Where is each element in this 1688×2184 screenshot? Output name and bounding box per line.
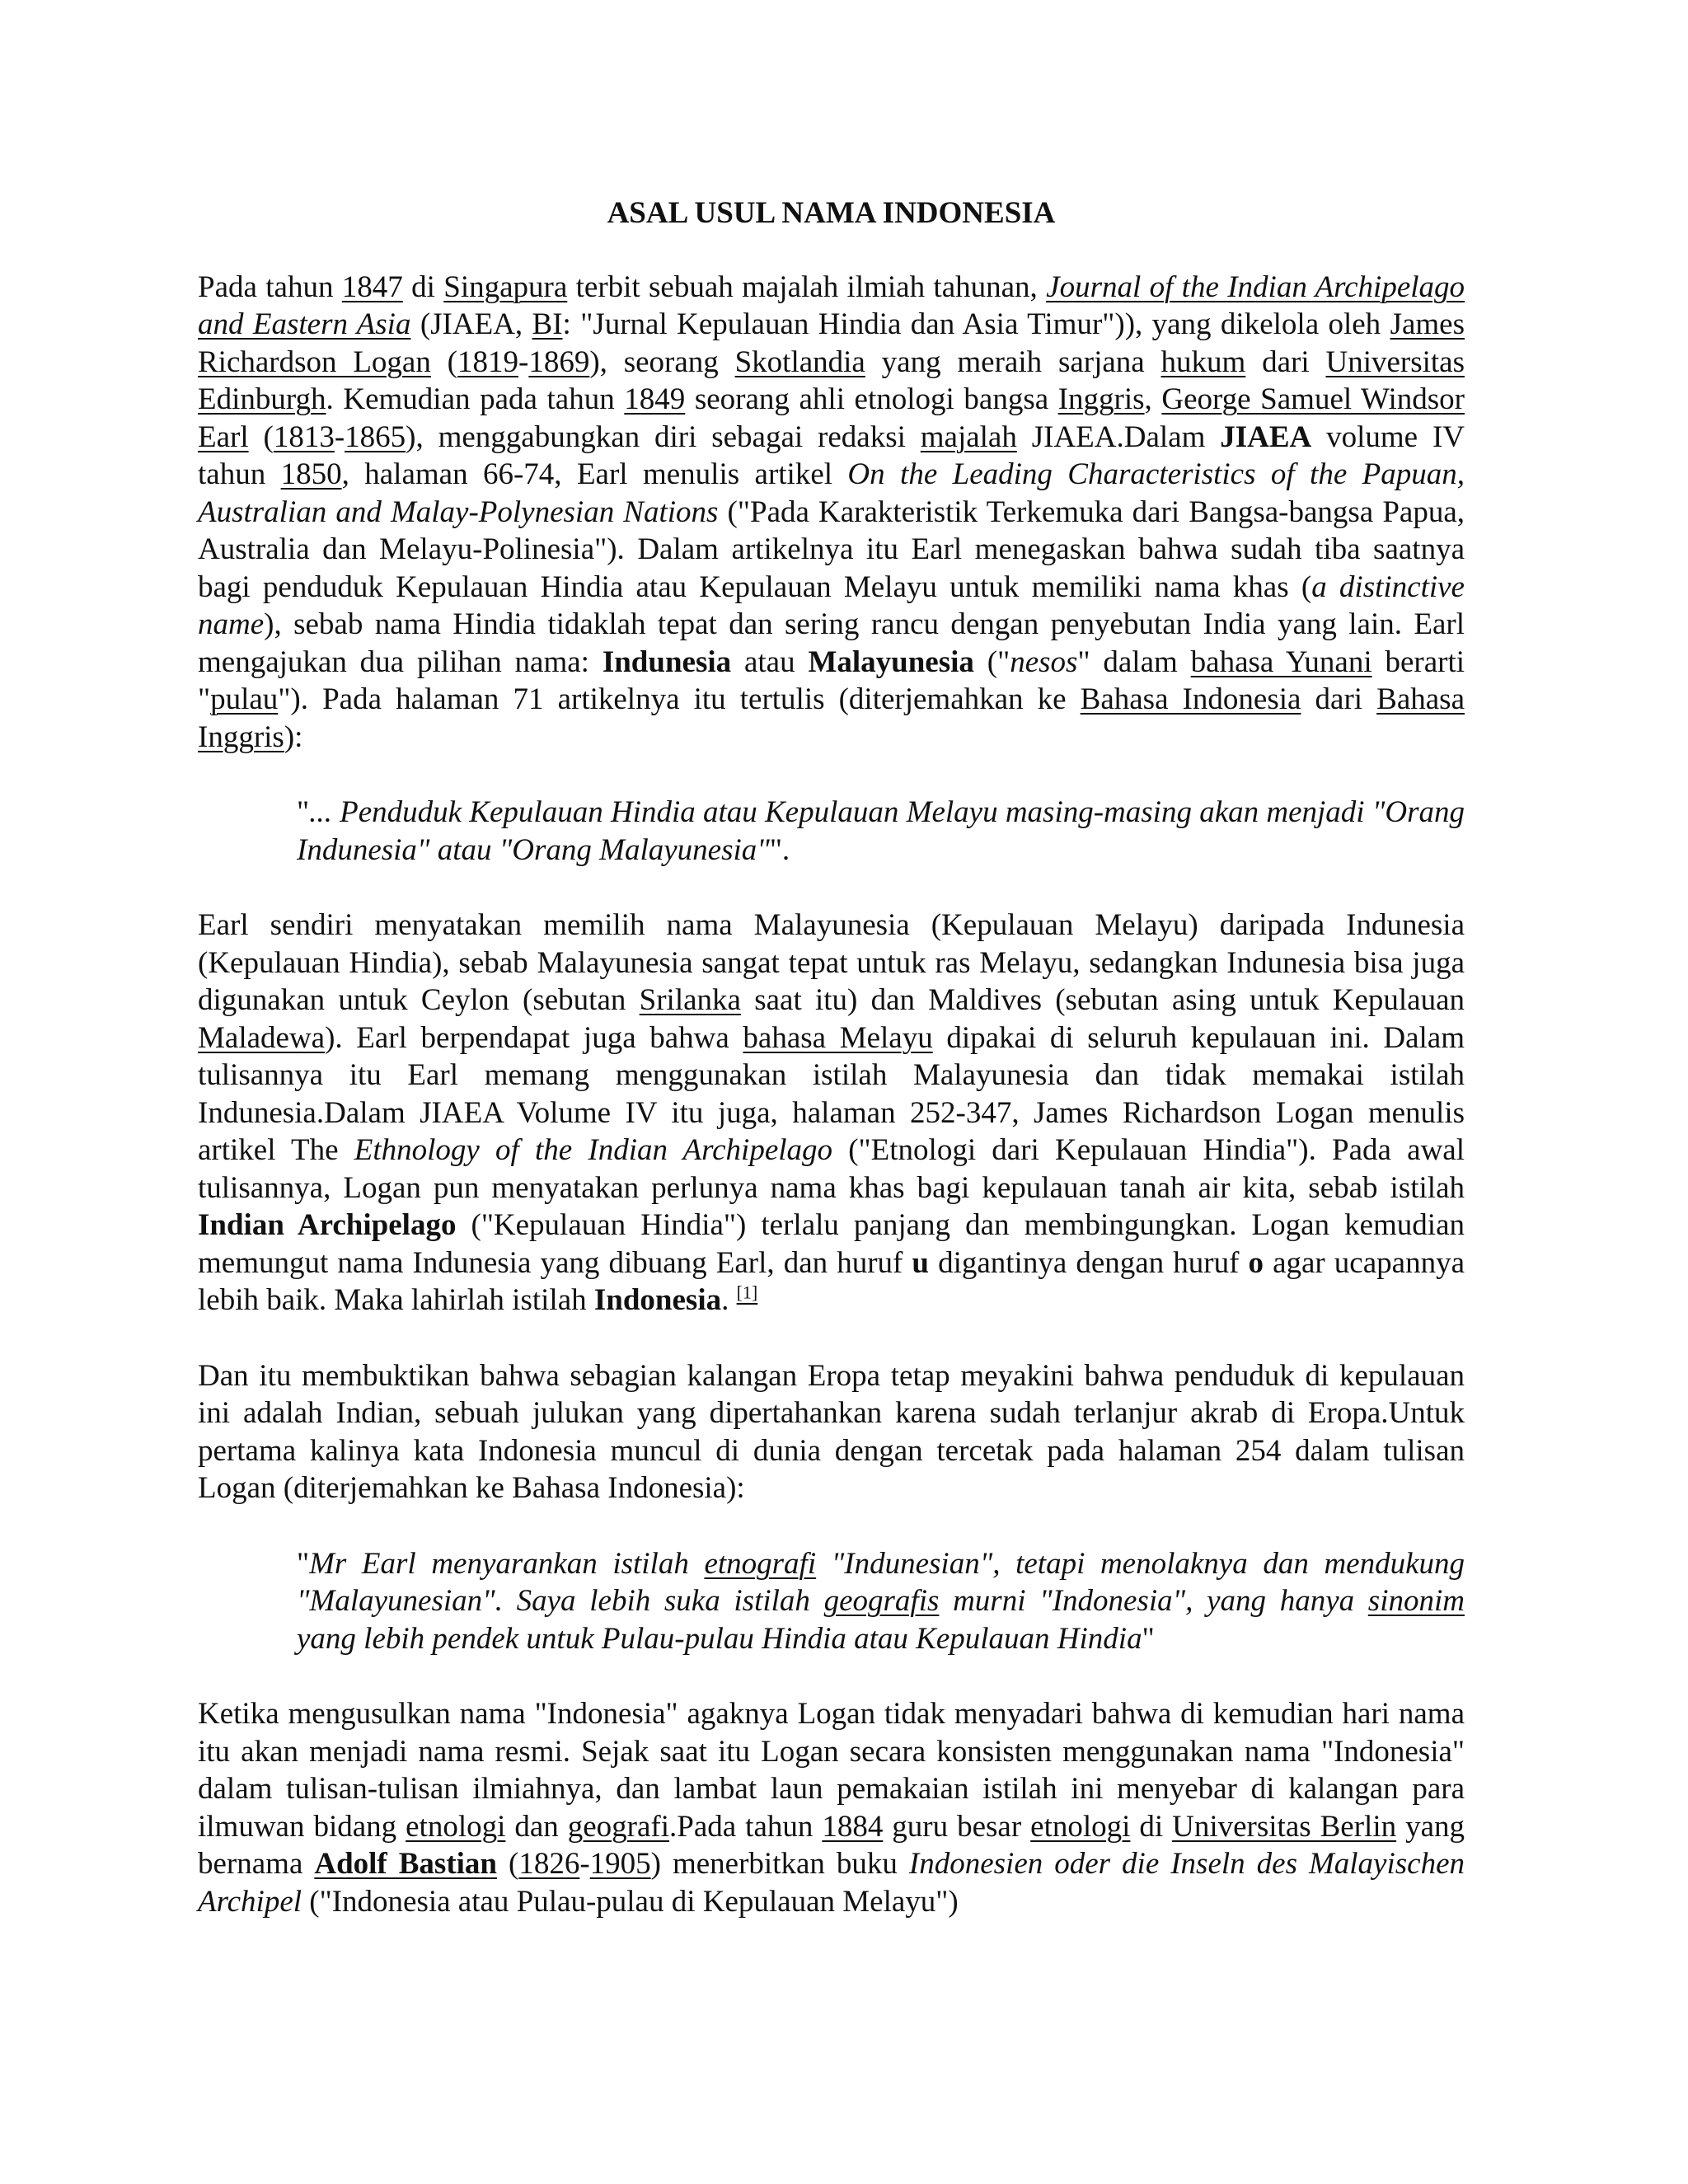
link-george-earl[interactable]: George Samuel Windsor Earl bbox=[198, 382, 1465, 454]
link-inggris[interactable]: Inggris bbox=[1057, 382, 1145, 416]
spacer bbox=[198, 756, 1465, 794]
bold-indunesia: Indunesia bbox=[602, 644, 732, 679]
link-1847[interactable]: 1847 bbox=[341, 269, 403, 304]
text: (JIAEA, bbox=[410, 307, 532, 341]
link-hukum[interactable]: hukum bbox=[1160, 344, 1246, 379]
bold-indian-archipelago: Indian Archipelago bbox=[198, 1208, 457, 1242]
text: Pada tahun bbox=[198, 269, 342, 304]
text: , halaman 66-74, Earl menulis artikel bbox=[341, 457, 848, 491]
link-bahasa-yunani[interactable]: bahasa Yunani bbox=[1190, 644, 1372, 679]
page-title: ASAL USUL NAMA INDONESIA bbox=[607, 196, 1056, 230]
text: " dalam bbox=[1077, 644, 1191, 679]
blockquote-2 bbox=[297, 1545, 1465, 1658]
bold-u: u bbox=[912, 1245, 929, 1280]
link-bahasa-inggris[interactable]: Bahasa Inggris bbox=[198, 682, 1465, 754]
link-1813[interactable]: 1813 bbox=[273, 419, 335, 454]
quote-mark: " bbox=[297, 1546, 310, 1581]
text: ( bbox=[248, 419, 274, 454]
quote-text: "Indunesian", tetapi menolaknya dan mendukung "Malayunesian". Saya lebih suka istilah bbox=[297, 1546, 1465, 1618]
text: guru besar bbox=[883, 1809, 1031, 1844]
link-1865[interactable]: 1865 bbox=[345, 419, 406, 454]
link-etnologi[interactable]: etnologi bbox=[406, 1809, 506, 1844]
link-1884[interactable]: 1884 bbox=[822, 1809, 884, 1844]
text: ), seorang bbox=[589, 344, 735, 379]
text: yang bernama bbox=[198, 1809, 1465, 1881]
bold-o: o bbox=[1248, 1245, 1264, 1280]
link-bahasa-indonesia[interactable]: Bahasa Indonesia bbox=[1080, 682, 1301, 716]
link-bahasa-melayu[interactable]: bahasa Melayu bbox=[743, 1020, 933, 1055]
text: ( bbox=[497, 1847, 519, 1881]
italic-book-title: Indonesien oder die Inseln des Malayischen Archipel bbox=[198, 1847, 1465, 1919]
link-universitas-edinburgh[interactable]: Universitas Edinburgh bbox=[198, 344, 1465, 416]
text: ("Indonesia atau Pulau-pulau di Kepulauan Melayu") bbox=[302, 1884, 959, 1919]
bold-jiaea: JIAEA bbox=[1220, 419, 1312, 454]
text: Earl sendiri menyatakan memilih nama Malayunesia (Kepulauan Melayu) daripada Indunesia (Kepulauan Hindia), sebab Malayunesia sangat tepat untuk ras Melayu, sedangkan Indunesia bisa juga digunakan untuk Ceylon (sebutan bbox=[198, 908, 1465, 1017]
text: ). Earl berpendapat juga bahwa bbox=[325, 1020, 743, 1055]
text: digantinya dengan huruf bbox=[929, 1245, 1249, 1280]
bold-malayunesia: Malayunesia bbox=[808, 644, 974, 679]
text: di bbox=[402, 269, 444, 304]
text: ("Etnologi dari Kepulauan Hindia"). Pada awal tulisannya, Logan pun menyatakan perlunya nama khas bagi kepulauan tanah air kita, sebab istilah bbox=[198, 1133, 1465, 1205]
paragraph-4 bbox=[198, 1695, 1465, 1920]
text: .Pada tahun bbox=[669, 1809, 823, 1844]
link-geografis[interactable]: geografis bbox=[823, 1584, 940, 1618]
link-singapura[interactable]: Singapura bbox=[443, 269, 568, 304]
spacer bbox=[198, 1657, 1465, 1695]
link-bi[interactable]: BI bbox=[532, 307, 563, 341]
quote-text: Mr Earl menyarankan istilah bbox=[309, 1546, 705, 1581]
text: dari bbox=[1245, 344, 1326, 379]
link-etnologi-2[interactable]: etnologi bbox=[1030, 1809, 1131, 1844]
text: di bbox=[1130, 1809, 1173, 1844]
text: : "Jurnal Kepulauan Hindia dan Asia Timur")), yang dikelola oleh bbox=[562, 307, 1390, 341]
text: agar ucapannya lebih baik. Maka lahirlah istilah bbox=[198, 1245, 1465, 1317]
link-pulau[interactable]: pulau bbox=[210, 682, 279, 716]
link-1849[interactable]: 1849 bbox=[624, 382, 686, 416]
text: - bbox=[579, 1847, 590, 1881]
text: ), menggabungkan diri sebagai redaksi bbox=[406, 419, 921, 454]
spacer bbox=[198, 1319, 1465, 1357]
paragraph-1 bbox=[198, 269, 1465, 757]
quote-mark: " bbox=[297, 795, 310, 829]
quote-mark: " bbox=[1142, 1621, 1155, 1656]
footnote-ref-1[interactable]: [1] bbox=[736, 1282, 758, 1303]
quote-text: murni "Indonesia", yang hanya bbox=[939, 1584, 1368, 1618]
link-1826[interactable]: 1826 bbox=[518, 1847, 580, 1881]
text: volume IV tahun bbox=[198, 419, 1465, 491]
text: dipakai di seluruh kepulauan ini. Dalam tulisannya itu Earl memang menggunakan istilah Malayunesia dan tidak memakai istilah Indunesia.Dalam JIAEA Volume IV itu juga, halaman 252-347, James Richardson Logan menulis artikel The bbox=[198, 1020, 1465, 1167]
link-1869[interactable]: 1869 bbox=[528, 344, 590, 379]
quote-text: ... Penduduk Kepulauan Hindia atau Kepulauan Melayu masing-masing akan menjadi "Orang Indunesia" atau "Orang Malayunesia" bbox=[297, 795, 1465, 867]
blockquote-1 bbox=[297, 794, 1465, 869]
paragraph-2 bbox=[198, 907, 1465, 1319]
quote-mark: ". bbox=[769, 832, 790, 867]
spacer bbox=[198, 869, 1465, 907]
text: ), sebab nama Hindia tidaklah tepat dan sering rancu dengan penyebutan India yang lain. Earl mengajukan dua pilihan nama: bbox=[198, 607, 1465, 679]
text: ("Pada Karakteristik Terkemuka dari Bangsa-bangsa Papua, Australia dan Melayu-Polinesia"). Dalam artikelnya itu Earl menegaskan bahwa sudah tiba saatnya bagi penduduk Kepulauan Hindia atau Kepulauan Melayu untuk memiliki nama khas ( bbox=[198, 494, 1465, 604]
text: ( bbox=[430, 344, 457, 379]
text: berarti " bbox=[198, 644, 1465, 716]
link-james-logan[interactable]: James Richardson Logan bbox=[198, 307, 1465, 379]
italic-ethnology-title: Ethnology of the Indian Archipelago bbox=[354, 1133, 833, 1167]
text: dari bbox=[1301, 682, 1377, 716]
text: Ketika mengusulkan nama "Indonesia" agaknya Logan tidak menyadari bahwa di kemudian hari nama itu akan menjadi nama resmi. Sejak saat itu Logan secara konsisten menggunakan nama "Indonesia" dalam tulisan-tulisan ilmiahnya, dan lambat laun pemakaian istilah ini menyebar di kalangan para ilmuwan bidang bbox=[198, 1697, 1465, 1844]
link-geografi[interactable]: geografi bbox=[567, 1809, 670, 1844]
link-sinonim[interactable]: sinonim bbox=[1367, 1584, 1465, 1618]
italic-nesos: nesos bbox=[1010, 644, 1078, 679]
text: - bbox=[334, 419, 345, 454]
link-1850[interactable]: 1850 bbox=[280, 457, 342, 491]
text: JIAEA.Dalam bbox=[1016, 419, 1221, 454]
text: seorang ahli etnologi bangsa bbox=[685, 382, 1058, 416]
link-1905[interactable]: 1905 bbox=[589, 1847, 651, 1881]
link-maladewa[interactable]: Maladewa bbox=[198, 1020, 326, 1055]
link-universitas-berlin[interactable]: Universitas Berlin bbox=[1172, 1809, 1397, 1844]
text: ) menerbitkan buku bbox=[650, 1847, 909, 1881]
link-adolf-bastian[interactable]: Adolf Bastian bbox=[314, 1847, 498, 1881]
bold-indonesia: Indonesia bbox=[593, 1283, 722, 1317]
text: ("Kepulauan Hindia") terlalu panjang dan membingungkan. Logan kemudian memungut nama Indunesia yang dibuang Earl, dan huruf bbox=[198, 1208, 1465, 1280]
spacer bbox=[198, 1507, 1465, 1545]
text: (" bbox=[973, 644, 1010, 679]
text: atau bbox=[731, 644, 809, 679]
text: . bbox=[721, 1283, 737, 1317]
link-majalah[interactable]: majalah bbox=[920, 419, 1017, 454]
text: terbit sebuah majalah ilmiah tahunan, bbox=[567, 269, 1047, 304]
link-srilanka[interactable]: Srilanka bbox=[639, 983, 741, 1017]
paragraph-3: Dan itu membuktikan bahwa sebagian kalangan Eropa tetap meyakini bahwa penduduk di kepulauan ini adalah Indian, sebuah julukan yang dipertahankan karena sudah terlanjur akrab di Eropa.Untuk pertama kalinya kata Indonesia muncul di dunia dengan tercetak pada halaman 254 dalam tulisan Logan (diterjemahkan ke Bahasa Indonesia): bbox=[198, 1358, 1465, 1505]
text: . Kemudian pada tahun bbox=[326, 382, 625, 416]
quote-text: yang lebih pendek untuk Pulau-pulau Hindia atau Kepulauan Hindia bbox=[297, 1621, 1142, 1656]
text: saat itu) dan Maldives (sebutan asing untuk Kepulauan bbox=[740, 983, 1465, 1017]
text: ): bbox=[284, 719, 303, 754]
article-title: On the Leading Characteristics of the Papuan, Australian and Malay-Polynesian Nations bbox=[198, 457, 1465, 529]
italic-distinctive-name: a distinctive name bbox=[198, 569, 1465, 641]
text: dan bbox=[505, 1809, 568, 1844]
link-skotlandia[interactable]: Skotlandia bbox=[734, 344, 865, 379]
text: "). Pada halaman 71 artikelnya itu tertulis (diterjemahkan ke bbox=[278, 682, 1081, 716]
link-1819[interactable]: 1819 bbox=[457, 344, 518, 379]
text: - bbox=[518, 344, 529, 379]
link-etnografi[interactable]: etnografi bbox=[704, 1546, 817, 1581]
text: , bbox=[1144, 382, 1162, 416]
link-journal-title[interactable]: Journal of the Indian Archipelago and Eastern Asia bbox=[198, 269, 1465, 341]
text: yang meraih sarjana bbox=[865, 344, 1161, 379]
